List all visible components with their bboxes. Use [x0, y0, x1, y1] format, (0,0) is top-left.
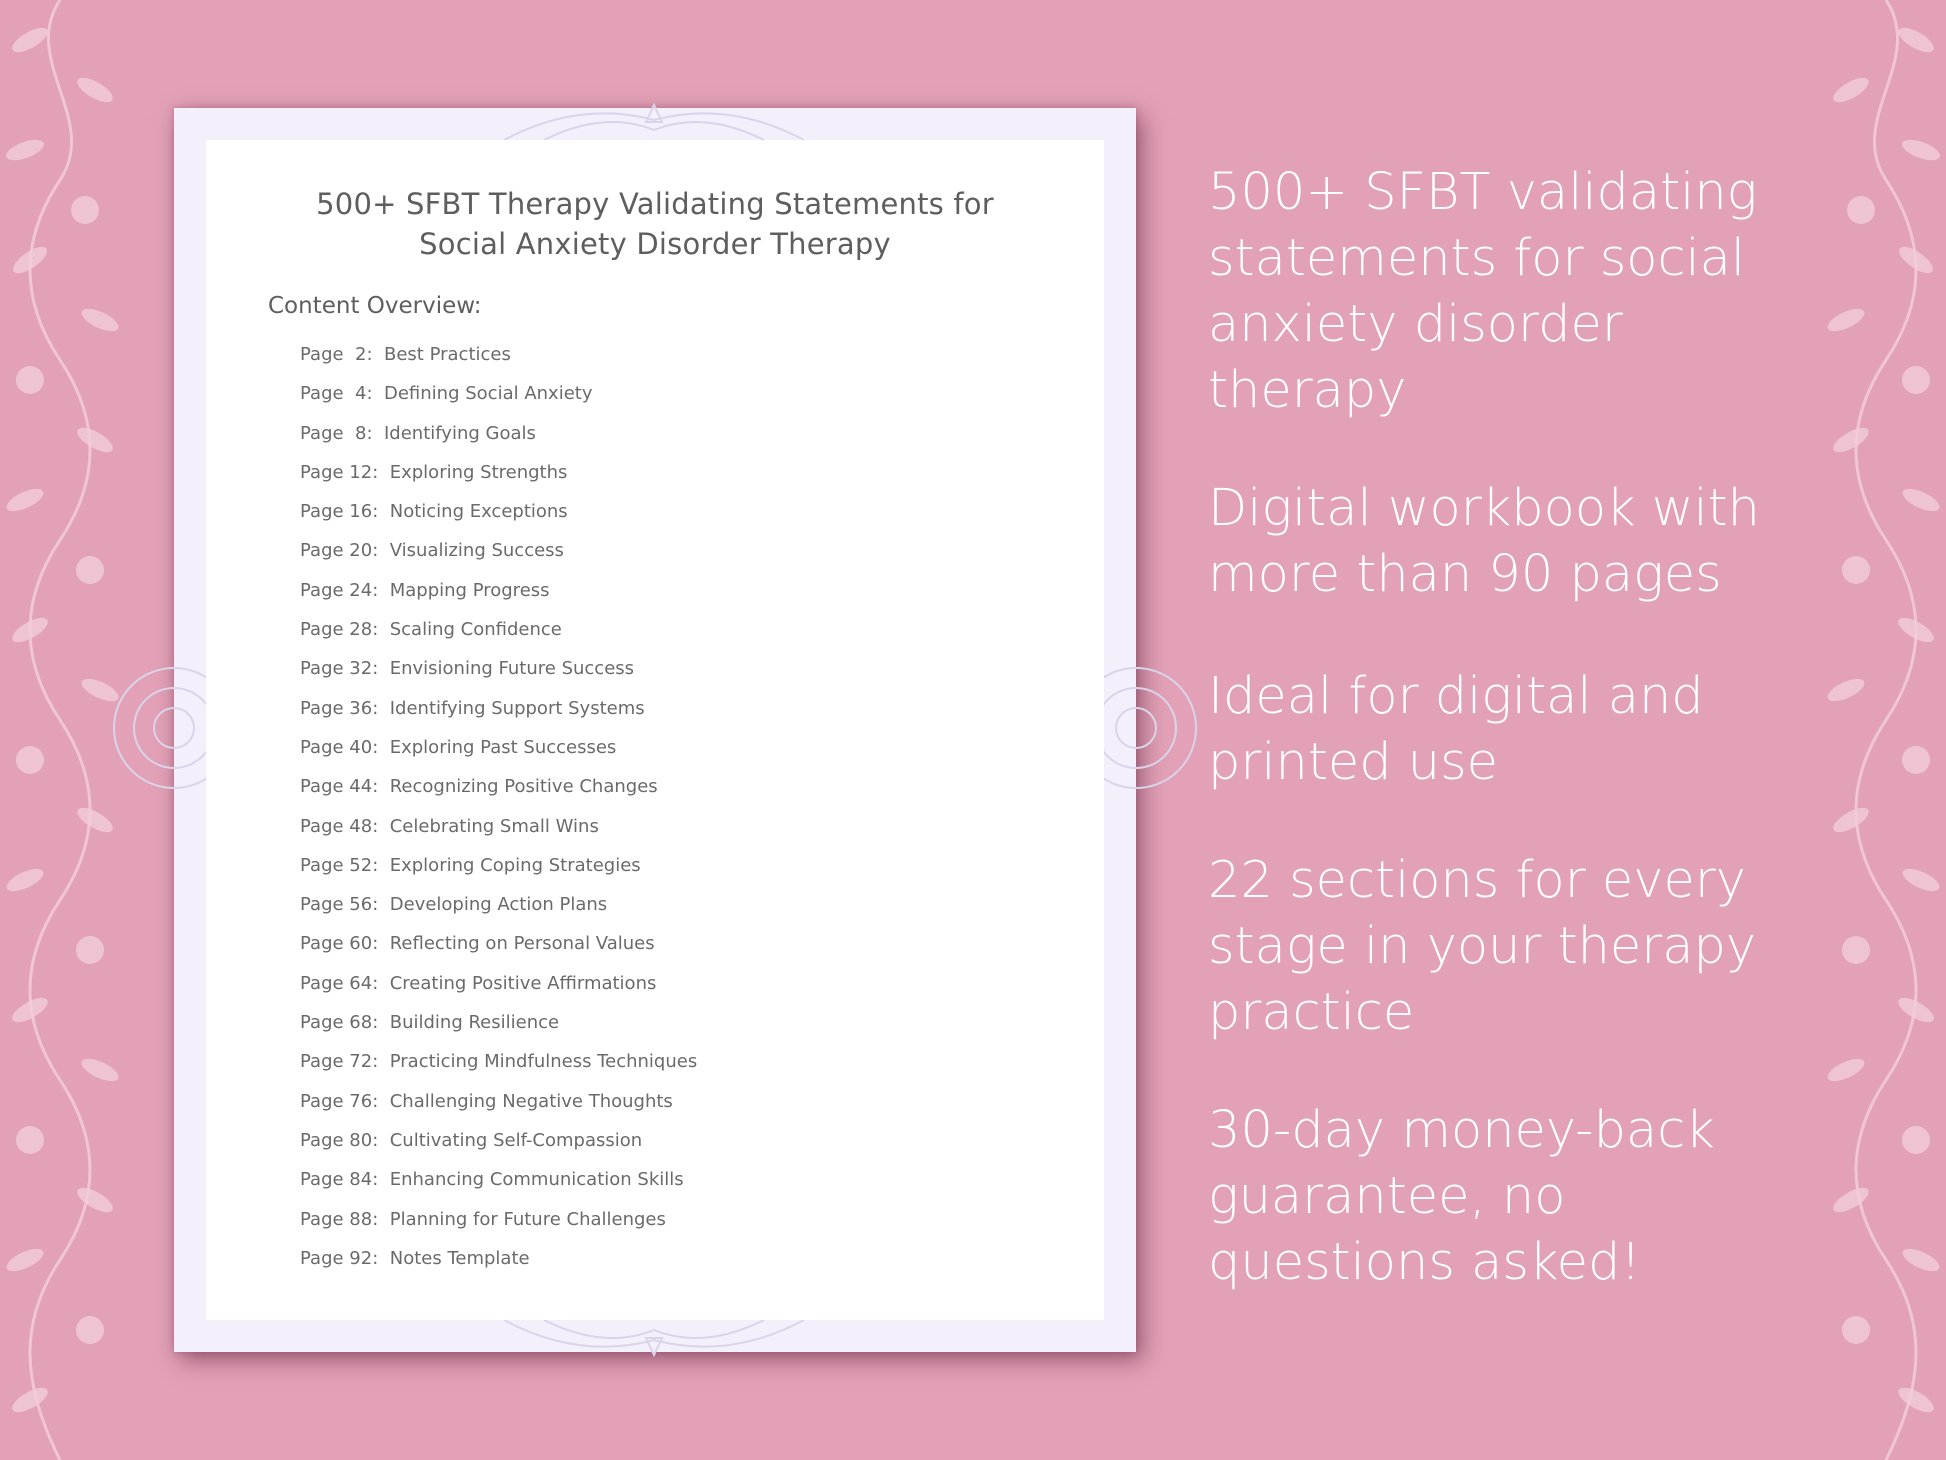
content-overview-heading: Content Overview: — [268, 293, 482, 319]
feature-line: Digital workbook with — [1208, 479, 1760, 538]
toc-page-number: Page 76: — [300, 1090, 379, 1112]
toc-page-number: Page 48: — [300, 815, 379, 837]
feature-text — [1208, 848, 1908, 1046]
toc-page-number: Page 12: — [300, 461, 379, 483]
toc-entry — [300, 421, 697, 460]
toc-section-title: Notes Template — [389, 1247, 530, 1269]
toc-entry — [300, 1167, 697, 1206]
toc-page-number: Page 8: — [300, 422, 373, 444]
feature-list — [1208, 160, 1908, 1348]
toc-page-number: Page 4: — [300, 383, 373, 405]
feature-line: statements for social — [1208, 229, 1746, 288]
toc-section-title: Recognizing Positive Changes — [389, 776, 658, 798]
feature-line: Ideal for digital and — [1208, 667, 1704, 726]
toc-section-title: Building Resilience — [389, 1012, 560, 1034]
toc-entry — [300, 578, 697, 617]
mandala-top-icon — [504, 100, 804, 140]
toc-entry — [300, 381, 697, 420]
toc-entry — [300, 342, 697, 381]
toc-entry — [300, 735, 697, 774]
toc-section-title: Visualizing Success — [389, 540, 564, 562]
toc-entry — [300, 892, 697, 931]
toc-page-number: Page 88: — [300, 1208, 379, 1230]
feature-text — [1208, 160, 1908, 424]
toc-page-number: Page 68: — [300, 1012, 379, 1034]
document-title-line-1: 500+ SFBT Therapy Validating Statements for — [316, 187, 994, 221]
toc-page-number: Page 2: — [300, 344, 373, 365]
feature-line: guarantee, no — [1208, 1167, 1566, 1226]
toc-section-title: Scaling Confidence — [389, 619, 562, 641]
toc-entry — [300, 931, 697, 970]
toc-page-number: Page 16: — [300, 501, 379, 523]
feature-line: anxiety disorder — [1208, 295, 1623, 354]
toc-entry — [300, 1207, 697, 1246]
toc-entry — [300, 617, 697, 656]
toc-entry — [300, 538, 697, 577]
toc-section-title: Noticing Exceptions — [389, 501, 568, 523]
toc-entry — [300, 499, 697, 538]
toc-entry — [300, 460, 697, 499]
toc-page-number: Page 64: — [300, 972, 379, 994]
toc-page-number: Page 84: — [300, 1169, 379, 1191]
toc-section-title: Planning for Future Challenges — [389, 1208, 666, 1230]
toc-section-title: Exploring Coping Strategies — [389, 854, 641, 876]
toc-entry — [300, 1246, 697, 1285]
toc-entry — [300, 1128, 697, 1167]
toc-page-number: Page 20: — [300, 540, 379, 562]
toc-section-title: Exploring Past Successes — [389, 736, 617, 758]
toc-section-title: Identifying Support Systems — [389, 697, 645, 719]
toc-page-number: Page 80: — [300, 1129, 379, 1151]
toc-section-title: Mapping Progress — [389, 579, 550, 601]
toc-page-number: Page 60: — [300, 933, 379, 955]
toc-section-title: Envisioning Future Success — [389, 658, 635, 680]
toc-section-title: Reflecting on Personal Values — [389, 933, 655, 955]
toc-page-number: Page 32: — [300, 658, 379, 680]
feature-text — [1208, 476, 1908, 608]
toc-section-title: Celebrating Small Wins — [389, 815, 599, 837]
feature-line: 30-day money-back — [1208, 1101, 1715, 1160]
toc-section-title: Defining Social Anxiety — [384, 383, 593, 405]
toc-section-title: Enhancing Communication Skills — [389, 1169, 684, 1191]
toc-entry — [300, 971, 697, 1010]
toc-section-title: Practicing Mindfulness Techniques — [389, 1051, 698, 1073]
toc-section-title: Cultivating Self-Compassion — [389, 1129, 643, 1151]
toc-page-number: Page 72: — [300, 1051, 379, 1073]
toc-section-title: Developing Action Plans — [389, 894, 608, 916]
toc-entry — [300, 1010, 697, 1049]
feature-line: stage in your therapy — [1208, 917, 1757, 976]
toc-entry — [300, 774, 697, 813]
toc-page-number: Page 36: — [300, 697, 379, 719]
toc-page-number: Page 28: — [300, 619, 379, 641]
toc-page-number: Page 92: — [300, 1247, 379, 1269]
table-of-contents — [300, 342, 697, 1285]
feature-line: 500+ SFBT validating — [1208, 163, 1758, 222]
toc-entry — [300, 853, 697, 892]
feature-text — [1208, 664, 1908, 796]
toc-page-number: Page 40: — [300, 736, 379, 758]
feature-line: printed use — [1208, 733, 1499, 792]
toc-entry — [300, 656, 697, 695]
toc-section-title: Creating Positive Affirmations — [389, 972, 657, 994]
toc-entry — [300, 696, 697, 735]
toc-entry — [300, 814, 697, 853]
document-page-preview — [174, 108, 1136, 1352]
feature-text — [1208, 1098, 1908, 1296]
toc-page-number: Page 56: — [300, 894, 379, 916]
toc-page-number: Page 24: — [300, 579, 379, 601]
toc-section-title: Best Practices — [384, 344, 511, 365]
feature-line: 22 sections for every — [1208, 851, 1746, 910]
feature-line: practice — [1208, 983, 1415, 1042]
document-page — [206, 140, 1104, 1320]
toc-page-number: Page 44: — [300, 776, 379, 798]
toc-entry — [300, 1089, 697, 1128]
toc-page-number: Page 52: — [300, 854, 379, 876]
feature-line: more than 90 pages — [1208, 545, 1722, 604]
mandala-bottom-icon — [504, 1320, 804, 1360]
toc-section-title: Exploring Strengths — [389, 461, 568, 483]
feature-line: questions asked! — [1208, 1233, 1641, 1292]
toc-section-title: Identifying Goals — [384, 422, 536, 444]
document-title-line-2: Social Anxiety Disorder Therapy — [419, 227, 891, 261]
document-title — [206, 184, 1104, 264]
feature-line: therapy — [1208, 361, 1407, 420]
toc-section-title: Challenging Negative Thoughts — [389, 1090, 673, 1112]
toc-entry — [300, 1049, 697, 1088]
